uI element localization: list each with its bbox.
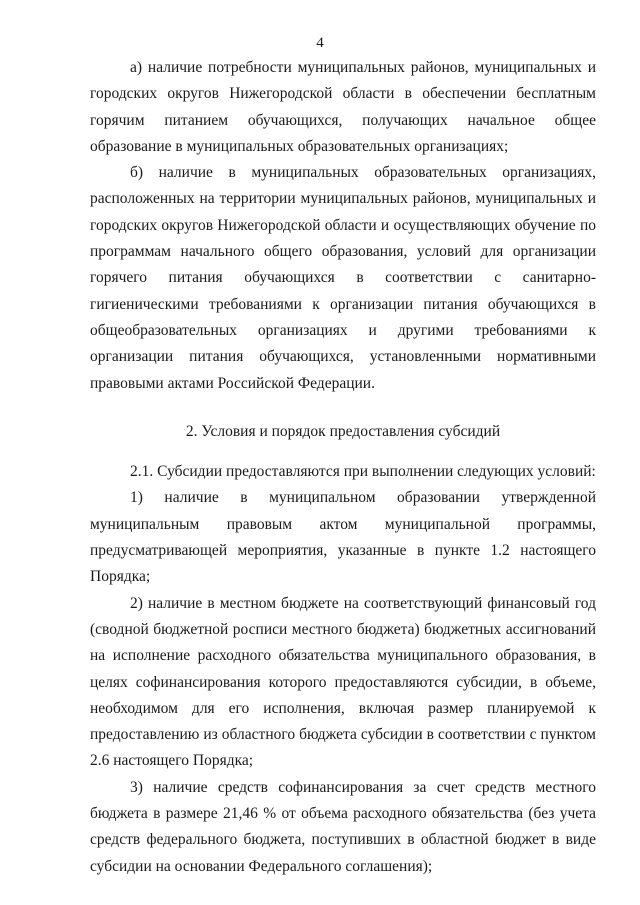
document-body bbox=[90, 55, 596, 880]
paragraph-condition-2: 2) наличие в местном бюджете на соответствующий финансовый год (сводной бюджетной росписи местного бюджета) бюджетных ассигнований на исполнение расходного обязательства муниципального образования, в целях софинансирования которого предоставляются субсидии, в объеме, необходимом для его исполнения, включая размер планируемой к предоставлению из областного бюджета субсидии в соответствии с пунктом 2.6 настоящего Порядка; bbox=[90, 594, 596, 770]
paragraph-condition-1: 1) наличие в муниципальном образовании утвержденной муниципальным правовым актом муниципальной программы, предусматривающей мероприятия, указанные в пункте 1.2 настоящего Порядка; bbox=[90, 489, 596, 586]
paragraph-item-a: а) наличие потребности муниципальных районов, муниципальных и городских округов Нижегородской области в обеспечении бесплатным горячим питанием обучающихся, получающих начальное общее образование в муниципальных образовательных организациях; bbox=[90, 59, 596, 155]
paragraph-clause-2-1: 2.1. Субсидии предоставляются при выполнении следующих условий: bbox=[130, 463, 596, 481]
page-number: 4 bbox=[316, 35, 324, 51]
paragraph-condition-3: 3) наличие средств софинансирования за счет средств местного бюджета в размере 21,46 % от объема расходного обязательства (без учета средств федерального бюджета, поступивших в областной бюджет в виде субсидии на основании Федерального соглашения); bbox=[90, 778, 596, 875]
section-heading: 2. Условия и порядок предоставления субсидий bbox=[185, 422, 501, 440]
paragraph-item-b: б) наличие в муниципальных образовательных организациях, расположенных на территории муниципальных районов, муниципальных и городских округов Нижегородской области и осуществляющих обучение по программам начального общего образования, условий для организации горячего питания обучающихся в соответствии с санитарно-гигиеническими требованиями к организации питания обучающихся в общеобразовательных организациях и другими требованиями к организации питания обучающихся, установленными нормативными правовыми актами Российской Федерации. bbox=[90, 164, 596, 392]
